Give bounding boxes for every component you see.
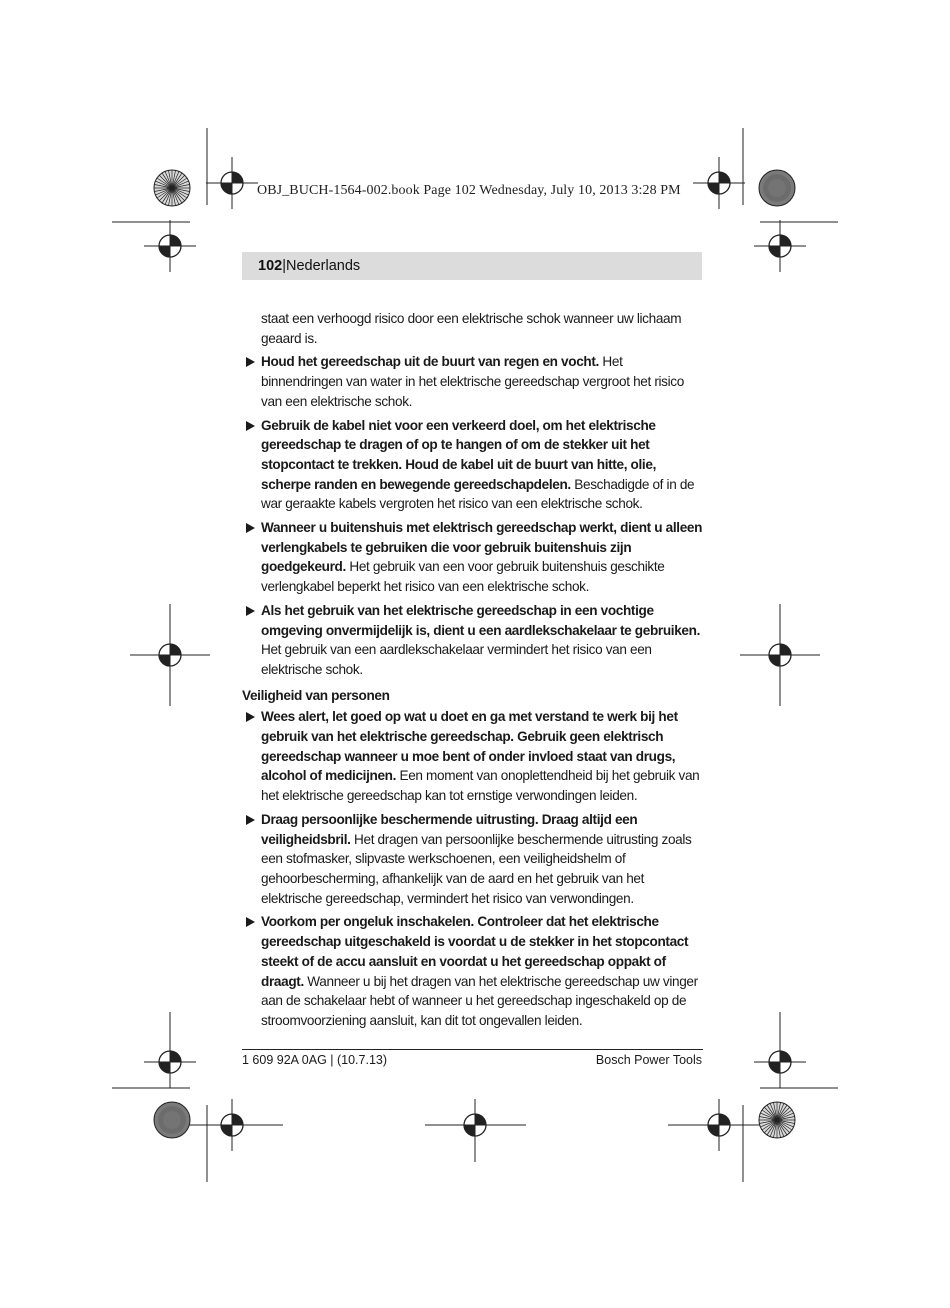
bullet-triangle-icon [246, 712, 255, 722]
continuation-paragraph: staat een verhoogd risico door een elektrische schok wanneer uw lichaam geaard is. [261, 311, 682, 346]
list-item [242, 601, 703, 680]
list-item [242, 707, 703, 806]
item-bold: Voorkom per ongeluk inschakelen. Controleer dat het elektrische gereedschap uitgeschakeld is voordat u de stekker in het stopcontact steekt of de accu aansluit en voordat u het gereedschap oppakt of draagt. [261, 914, 689, 989]
footer-brand: Bosch Power Tools [595, 1053, 702, 1067]
print-slug-line: OBJ_BUCH-1564-002.book Page 102 Wednesday, July 10, 2013 3:28 PM [257, 183, 681, 198]
bullet-triangle-icon [246, 357, 255, 367]
item-bold: Wees alert, let goed op wat u doet en ga met verstand te werk bij het gebruik van het elektrische gereedschap. Gebruik geen elektrisch gereedschap wanneer u moe bent of onder invloed staat van drugs, alcohol of medicijnen. [261, 709, 678, 784]
item-text: Beschadigde of in de war geraakte kabels vergroten het risico van een elektrische schok. [261, 476, 695, 512]
bullet-triangle-icon [246, 606, 255, 616]
bullet-triangle-icon [246, 421, 255, 431]
item-text: Het dragen van persoonlijke beschermende uitrusting zoals een stofmasker, slipvaste werkschoenen, een veiligheidshelm of gehoorbescherming, afhankelijk van de aard en het gebruik van het elektrische gereedschap, vermindert het risico van verwondingen. [261, 831, 692, 906]
page-number: 102 [258, 258, 283, 274]
item-bold: Als het gebruik van het elektrische gereedschap in een vochtige omgeving onvermijdelijk is, dient u een aardlekschakelaar te gebruiken. [261, 602, 701, 638]
bullet-triangle-icon [246, 815, 255, 825]
bullet-triangle-icon [246, 523, 255, 533]
item-text: Het binnendringen van water in het elektrische gereedschap vergroot het risico van een elektrische schok. [261, 354, 684, 409]
footer-rule [242, 1049, 703, 1050]
header-language: Nederlands [285, 258, 361, 274]
item-text: Het gebruik van een aardlekschakelaar vermindert het risico van een elektrische schok. [261, 642, 652, 677]
section-heading: Veiligheid van personen [242, 687, 390, 703]
header-separator: | [282, 258, 286, 274]
page-header [258, 257, 360, 275]
bullet-triangle-icon [246, 917, 255, 927]
item-text: Het gebruik van een voor gebruik buitenshuis geschikte verlengkabel beperkt het risico van een elektrische schok. [261, 559, 665, 595]
item-bold: Houd het gereedschap uit de buurt van regen en vocht. [261, 354, 599, 370]
page-body [242, 309, 703, 1035]
list-item [242, 518, 703, 597]
list-item [242, 810, 703, 909]
list-item [242, 352, 703, 411]
list-item [242, 416, 703, 515]
item-bold: Wanneer u buitenshuis met elektrisch gereedschap werkt, dient u alleen verlengkabels te gebruiken die voor gebruik buitenshuis zijn goedgekeurd. [261, 520, 703, 575]
list-item [242, 912, 703, 1030]
footer-document-id: 1 609 92A 0AG | (10.7.13) [242, 1053, 388, 1067]
item-bold: Draag persoonlijke beschermende uitrusting. Draag altijd een veiligheidsbril. [261, 811, 638, 847]
item-bold: Gebruik de kabel niet voor een verkeerd doel, om het elektrische gereedschap te dragen of op te hangen of om de stekker uit het stopcontact te trekken. Houd de kabel uit de buurt van hitte, olie, scherpe randen en bewegende gereedschapdelen. [261, 417, 656, 492]
item-text: Wanneer u bij het dragen van het elektrische gereedschap uw vinger aan de schakelaar hebt of wanneer u het gereedschap ingeschakeld op de stroomvoorziening aansluit, kan dit tot ongevallen leiden. [261, 973, 698, 1028]
item-text: Een moment van onoplettendheid bij het gebruik van het elektrische gereedschap kan tot ernstige verwondingen leiden. [261, 768, 700, 804]
